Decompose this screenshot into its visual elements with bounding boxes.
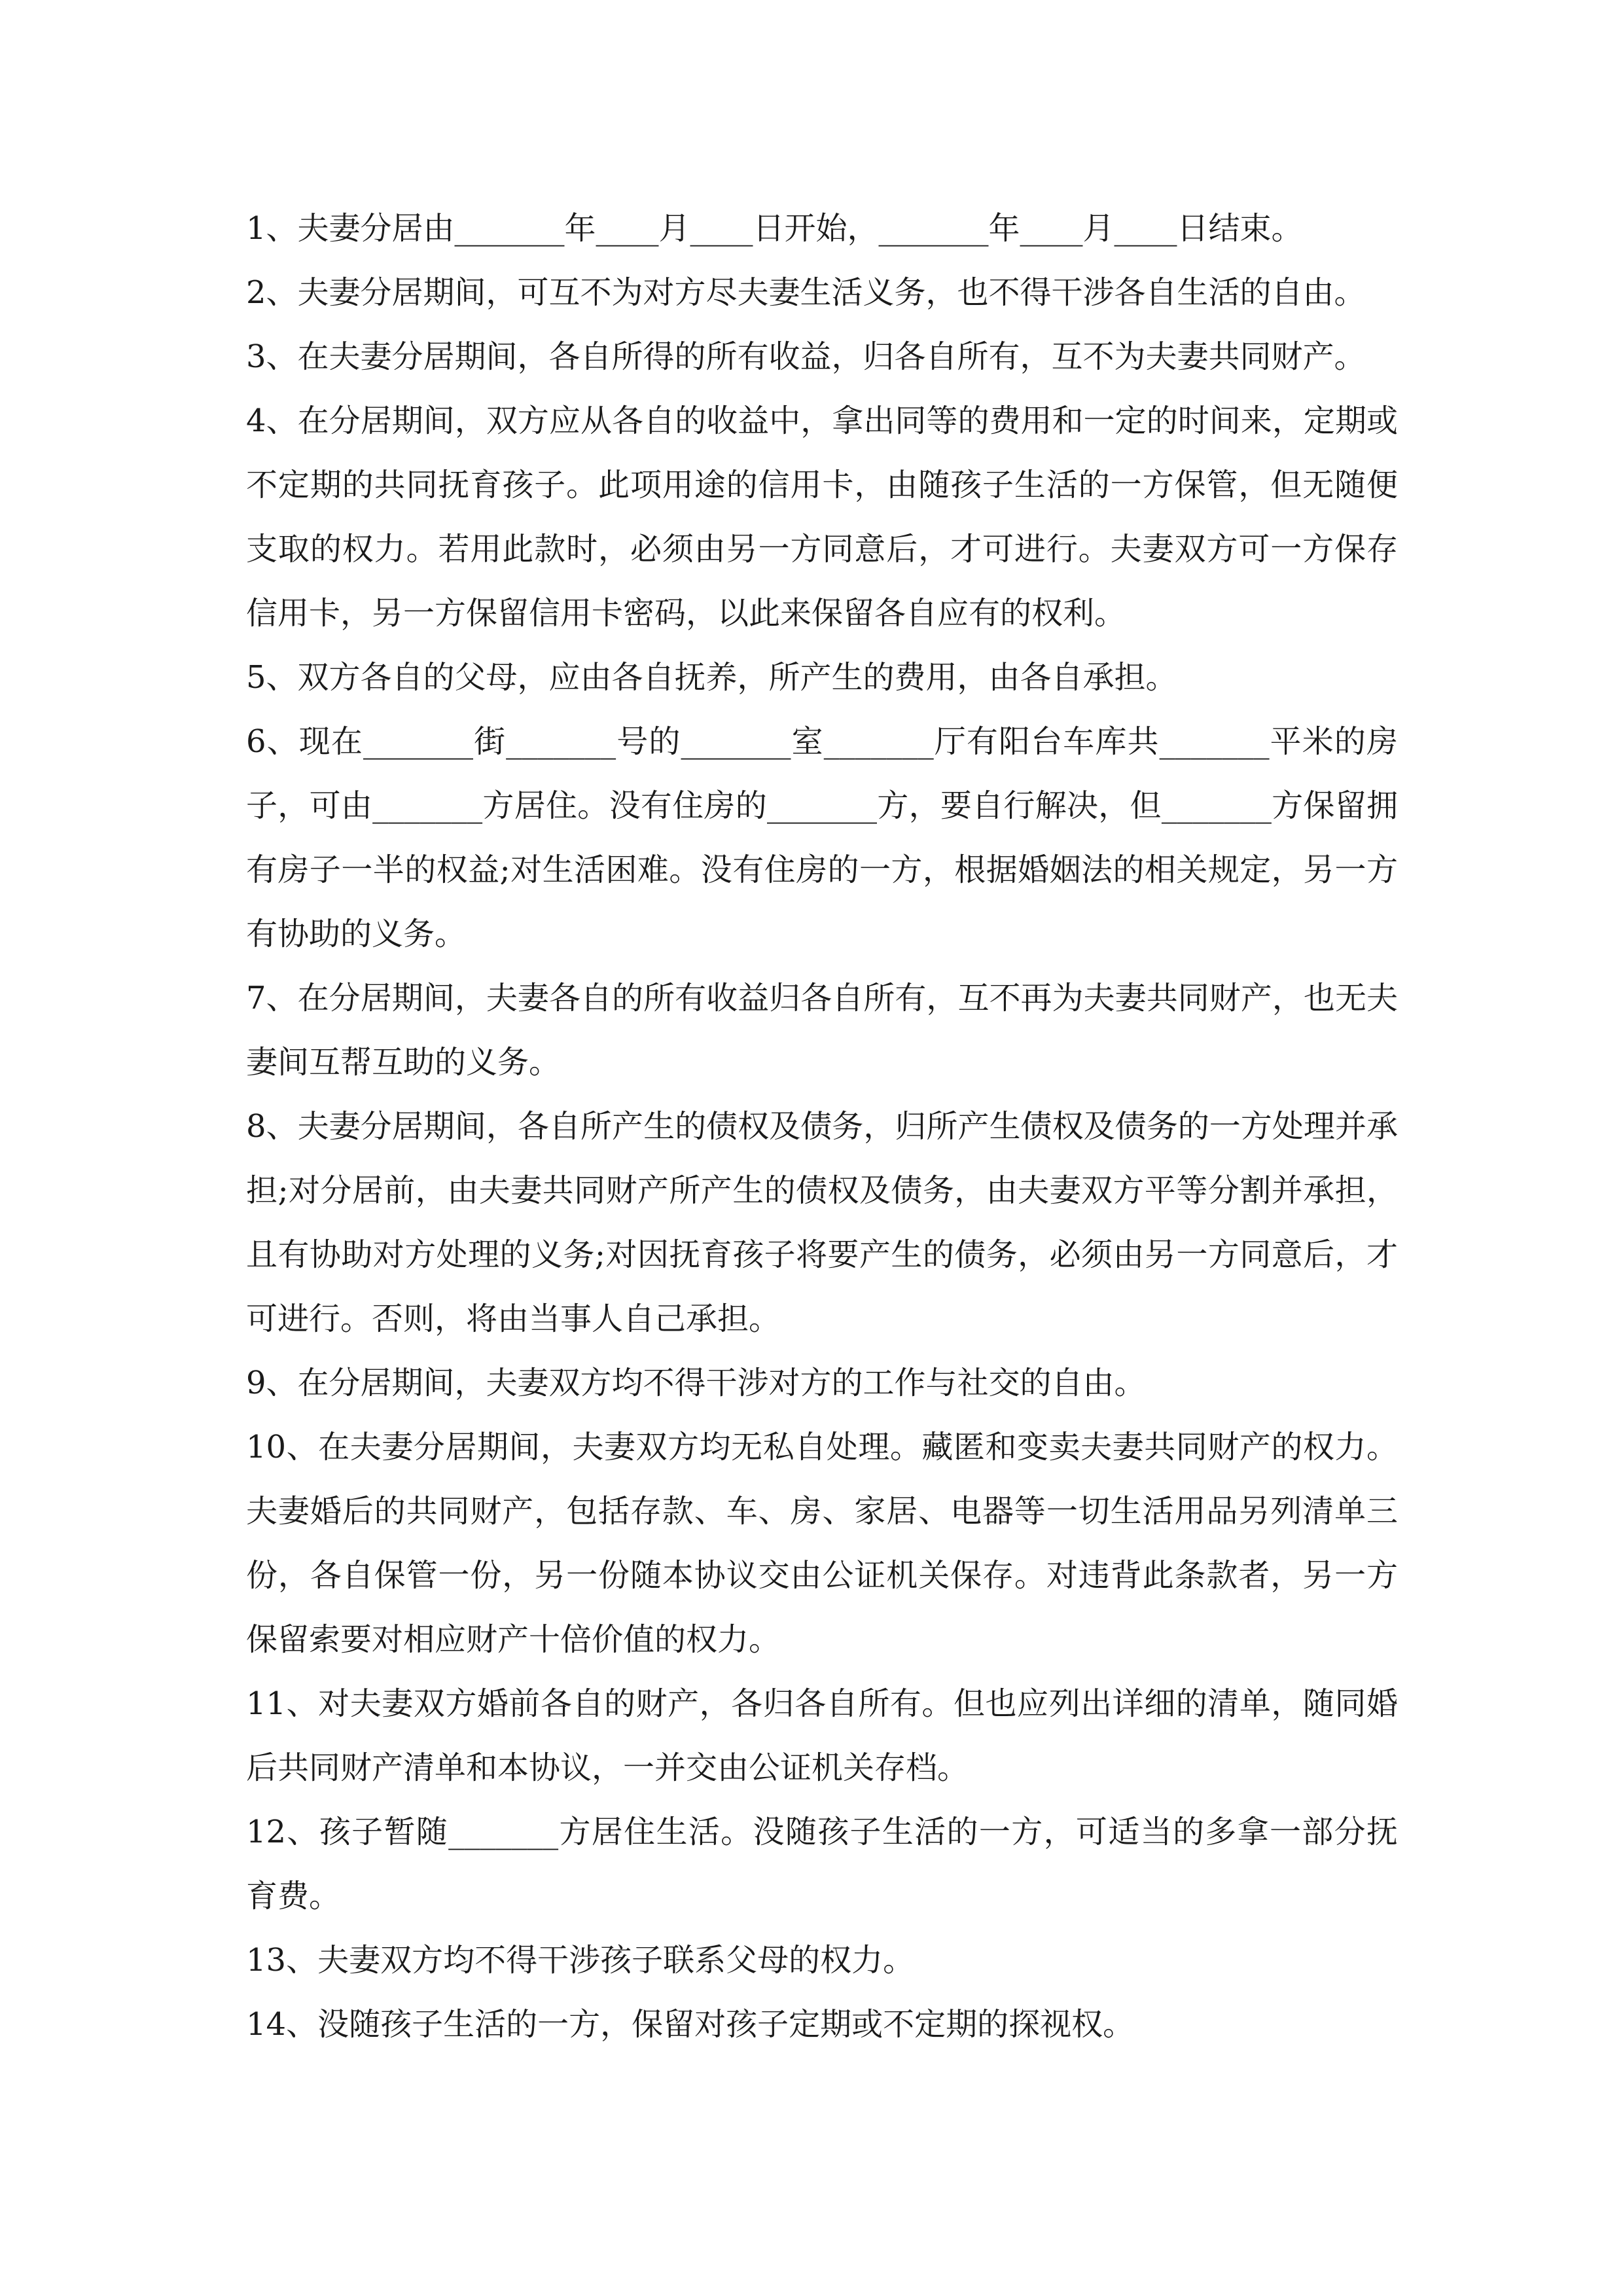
- clause-2: 2、夫妻分居期间，可互不为对方尽夫妻生活义务，也不得干涉各自生活的自由。: [246, 274, 1366, 311]
- clause-12: 12、孩子暂随_______方居住生活。没随孩子生活的一方，可适当的多拿一部分抚育费。: [246, 1814, 1398, 1914]
- clause-4: 4、在分居期间，双方应从各自的收益中，拿出同等的费用和一定的时间来，定期或不定期的共同抚育孩子。此项用途的信用卡，由随孩子生活的一方保管，但无随便支取的权力。若用此款时，必须由另一方同意后，才可进行。夫妻双方可一方保存信用卡，另一方保留信用卡密码，以此来保留各自应有的权利。: [246, 403, 1398, 632]
- clause-3: 3、在夫妻分居期间，各自所得的所有收益，归各自所有，互不为夫妻共同财产。: [246, 338, 1366, 375]
- clause-9: 9、在分居期间，夫妻双方均不得干涉对方的工作与社交的自由。: [246, 1365, 1146, 1401]
- clause-1: 1、夫妻分居由_______年____月____日开始，_______年____月____日结束。: [246, 210, 1303, 247]
- clause-7: 7、在分居期间，夫妻各自的所有收益归各自所有，互不再为夫妻共同财产，也无夫妻间互帮互助的义务。: [246, 980, 1398, 1081]
- clause-10: 10、在夫妻分居期间，夫妻双方均无私自处理。藏匿和变卖夫妻共同财产的权力。夫妻婚后的共同财产，包括存款、车、房、家居、电器等一切生活用品另列清单三份，各自保管一份，另一份随本协议交由公证机关保存。对违背此条款者，另一方保留索要对相应财产十倍价值的权力。: [246, 1429, 1398, 1658]
- clause-6: 6、现在_______街_______号的_______室_______厅有阳台车库共_______平米的房子，可由_______方居住。没有住房的_______方，要自行解决，但_______方保留拥有房子一半的权益;对生活困难。没有住房的一方，根据婚姻法的相关规定，另一方有协助的义务。: [246, 723, 1398, 952]
- clause-13: 13、夫妻双方均不得干涉孩子联系父母的权力。: [246, 1942, 915, 1979]
- document-page: [246, 196, 1398, 2056]
- clause-5: 5、双方各自的父母，应由各自抚养，所产生的费用，由各自承担。: [246, 659, 1177, 696]
- clause-11: 11、对夫妻双方婚前各自的财产，各归各自所有。但也应列出详细的清单，随同婚后共同财产清单和本协议，一并交由公证机关存档。: [246, 1685, 1398, 1786]
- clause-14: 14、没随孩子生活的一方，保留对孩子定期或不定期的探视权。: [246, 2006, 1135, 2043]
- clause-8: 8、夫妻分居期间，各自所产生的债权及债务，归所产生债权及债务的一方处理并承担;对分居前，由夫妻共同财产所产生的债权及债务，由夫妻双方平等分割并承担，且有协助对方处理的义务;对因抚育孩子将要产生的债务，必须由另一方同意后，才可进行。否则，将由当事人自己承担。: [246, 1108, 1398, 1337]
